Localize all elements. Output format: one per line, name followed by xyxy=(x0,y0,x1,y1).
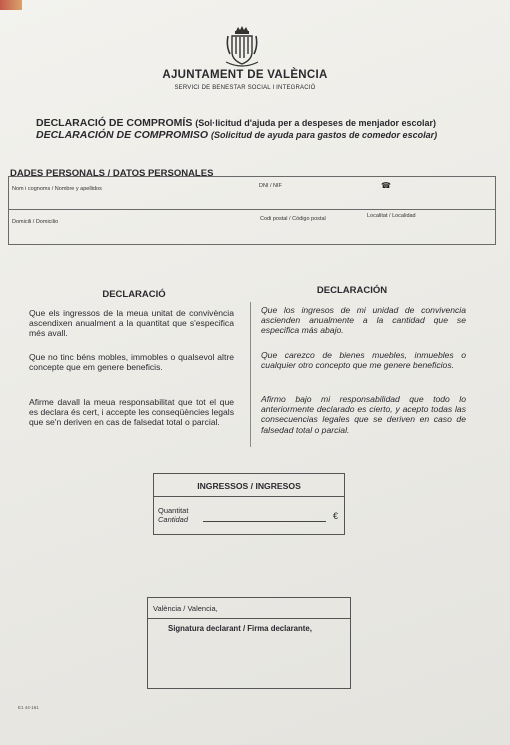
city-crest-logo xyxy=(222,24,262,68)
declaration-valencian-paragraph-2: Que no tinc béns mobles, immobles o qualsevol altre concepte que em genere beneficis. xyxy=(29,352,234,373)
page-corner-decoration xyxy=(0,0,22,10)
address-field-label[interactable]: Domicili / Domicilio xyxy=(12,219,59,225)
form-title-valencian xyxy=(36,117,436,129)
declaration-valencian-paragraph-1: Que els ingressos de la meua unitat de convivència ascendixen anualment a la quantitat que s'especifica més avall. xyxy=(29,308,234,339)
title-valencian-main: DECLARACIÓ DE COMPROMÍS xyxy=(36,117,193,129)
city-field-label[interactable]: Localitat / Localidad xyxy=(367,213,416,219)
telephone-icon[interactable]: ☎ xyxy=(381,181,391,190)
declaration-spanish-paragraph-2: Que carezco de bienes muebles, inmuebles o cualquier otro concepto que me genere beneficios. xyxy=(261,350,466,371)
income-quantity-label xyxy=(158,506,188,524)
declaration-spanish-paragraph-3: Afirmo bajo mi responsabilidad que todo lo anteriormente declarado es cierto, y acepto todas las consecuencias legales que se deriven en caso de falsedad total o parcial. xyxy=(261,394,466,435)
name-field-label[interactable]: Nom i cognoms / Nombre y apellidos xyxy=(12,186,102,192)
signature-divider xyxy=(148,618,350,619)
quantity-label-spanish: Cantidad xyxy=(158,515,189,524)
dni-field-label[interactable]: DNI / NIF xyxy=(259,183,282,189)
declaration-spanish-paragraph-1: Que los ingresos de mi unidad de convivencia ascienden anualmente a la cantidad que se especifica más abajo. xyxy=(261,305,466,336)
euro-currency-symbol: € xyxy=(333,511,339,521)
signature-box[interactable] xyxy=(147,597,351,689)
declaration-valencian-paragraph-3: Afirme davall la meua responsabilitat que tot el que es declara és cert, i accepte les conseqüències legals que se'n deriven en cas de falsedat total o parcial. xyxy=(29,397,234,428)
form-code: E1 44-161 xyxy=(18,705,39,710)
income-amount-field[interactable] xyxy=(203,521,326,522)
title-spanish-main: DECLARACIÓN DE COMPROMISO xyxy=(36,129,209,141)
title-valencian-subtitle: (Sol·licitud d'ajuda per a despeses de menjador escolar) xyxy=(195,118,436,128)
form-title-spanish xyxy=(36,129,437,141)
title-spanish-subtitle: (Solicitud de ayuda para gastos de comedor escolar) xyxy=(211,130,438,140)
income-heading: INGRESSOS / INGRESOS xyxy=(154,474,344,497)
personal-data-divider xyxy=(9,209,495,210)
income-box xyxy=(153,473,345,535)
personal-data-heading: DADES PERSONALS / DATOS PERSONALES xyxy=(10,168,214,179)
declaration-title-spanish: DECLARACIÓN xyxy=(316,285,388,296)
service-name: SERVICI DE BENESTAR SOCIAL I INTEGRACIÓ xyxy=(174,85,316,91)
organization-name: AJUNTAMENT DE VALÈNCIA xyxy=(162,69,328,81)
personal-data-box xyxy=(8,176,496,245)
postal-code-field-label[interactable]: Codi postal / Código postal xyxy=(260,216,326,222)
quantity-label-valencian: Quantitat xyxy=(158,506,189,515)
declaration-title-valencian: DECLARACIÓ xyxy=(102,289,166,300)
signature-label: Signatura declarant / Firma declarante, xyxy=(168,624,312,633)
column-divider xyxy=(250,302,251,447)
signature-place-label: València / Valencia, xyxy=(153,604,218,613)
